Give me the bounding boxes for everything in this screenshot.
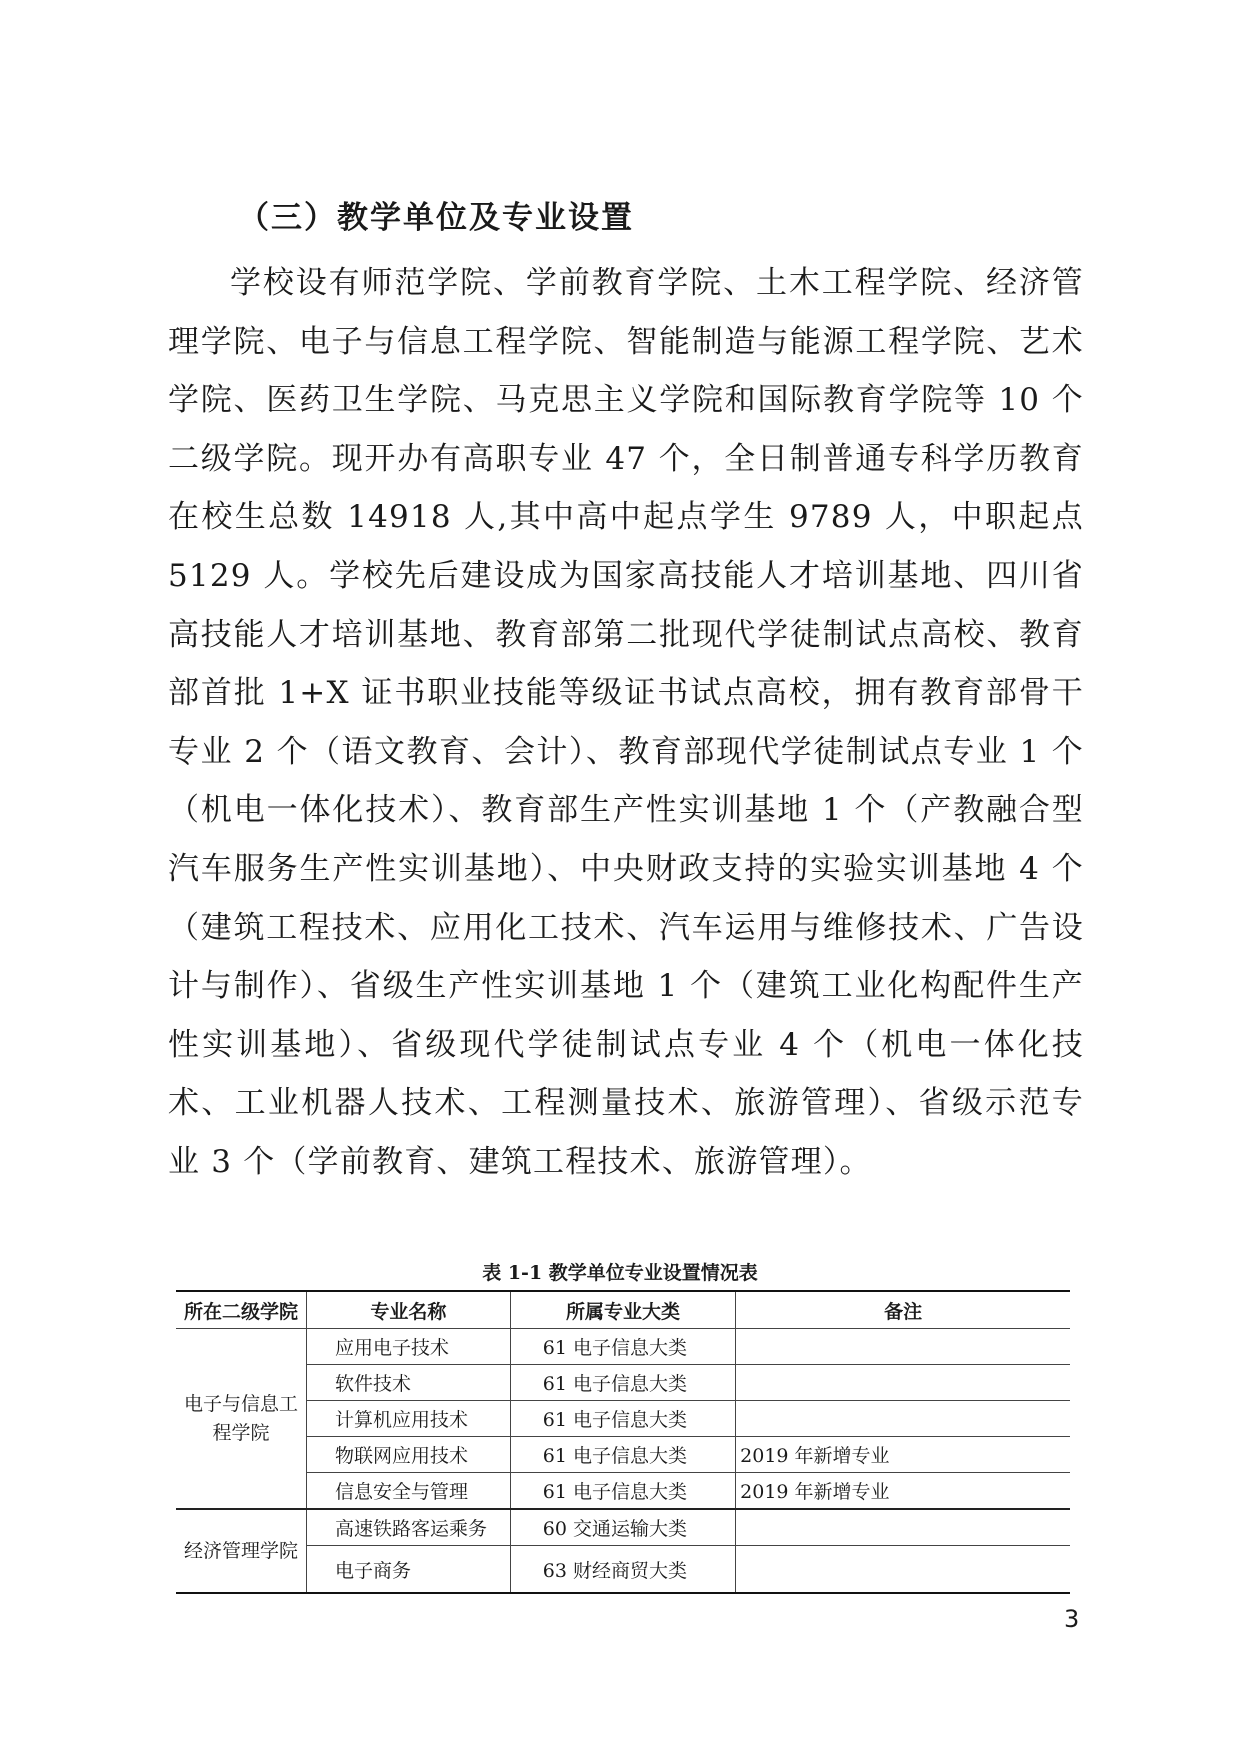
units-table [176, 1290, 1070, 1594]
note-cell [736, 1365, 1070, 1401]
header-college: 所在二级学院 [176, 1291, 307, 1329]
college-cell: 经济管理学院 [176, 1509, 307, 1593]
major-cell: 软件技术 [307, 1365, 511, 1401]
category-cell: 61 电子信息大类 [510, 1329, 735, 1365]
page-number: 3 [1064, 1605, 1080, 1633]
table-row [176, 1401, 1070, 1437]
table-row [176, 1473, 1070, 1510]
table-row [176, 1365, 1070, 1401]
table-row [176, 1329, 1070, 1365]
note-cell: 2019 年新增专业 [736, 1437, 1070, 1473]
header-major: 专业名称 [307, 1291, 511, 1329]
note-cell: 2019 年新增专业 [736, 1473, 1070, 1510]
major-cell: 电子商务 [307, 1546, 511, 1594]
table-row [176, 1437, 1070, 1473]
category-cell: 61 电子信息大类 [510, 1473, 735, 1510]
header-note: 备注 [736, 1291, 1070, 1329]
major-cell: 物联网应用技术 [307, 1437, 511, 1473]
table-header-row [176, 1291, 1070, 1329]
body-paragraph: 学校设有师范学院、学前教育学院、土木工程学院、经济管理学院、电子与信息工程学院、智能制造与能源工程学院、艺术学院、医药卫生学院、马克思主义学院和国际教育学院等 10 个二级学院。现开办有高职专业 47 个，全日制普通专科学历教育在校生总数 14918 人,其中高中起点学生 9789 人，中职起点 5129 人。学校先后建设成为国家高技能人才培训基地、四川省高技能人才培训基地、教育部第二批现代学徒制试点高校、教育部首批 1+X 证书职业技能等级证书试点高校，拥有教育部骨干专业 2 个（语文教育、会计）、教育部现代学徒制试点专业 1 个（机电一体化技术）、教育部生产性实训基地 1 个（产教融合型汽车服务生产性实训基地）、中央财政支持的实验实训基地 4 个（建筑工程技术、应用化工技术、汽车运用与维修技术、广告设计与制作）、省级生产性实训基地 1 个（建筑工业化构配件生产性实训基地）、省级现代学徒制试点专业 4 个（机电一体化技术、工业机器人技术、工程测量技术、旅游管理）、省级示范专业 3 个（学前教育、建筑工程技术、旅游管理）。 [168, 265, 1084, 1180]
major-cell: 计算机应用技术 [307, 1401, 511, 1437]
note-cell [736, 1329, 1070, 1365]
category-cell: 60 交通运输大类 [510, 1509, 735, 1546]
major-cell: 应用电子技术 [307, 1329, 511, 1365]
table-row [176, 1546, 1070, 1594]
category-cell: 63 财经商贸大类 [510, 1546, 735, 1594]
table-row [176, 1509, 1070, 1546]
section-heading: （三）教学单位及专业设置 [238, 200, 634, 236]
category-cell: 61 电子信息大类 [510, 1401, 735, 1437]
note-cell [736, 1546, 1070, 1594]
header-category: 所属专业大类 [510, 1291, 735, 1329]
table-caption: 表 1-1 教学单位专业设置情况表 [482, 1262, 758, 1284]
major-cell: 高速铁路客运乘务 [307, 1509, 511, 1546]
major-cell: 信息安全与管理 [307, 1473, 511, 1510]
note-cell [736, 1401, 1070, 1437]
category-cell: 61 电子信息大类 [510, 1437, 735, 1473]
note-cell [736, 1509, 1070, 1546]
category-cell: 61 电子信息大类 [510, 1365, 735, 1401]
college-cell: 电子与信息工程学院 [176, 1329, 307, 1510]
